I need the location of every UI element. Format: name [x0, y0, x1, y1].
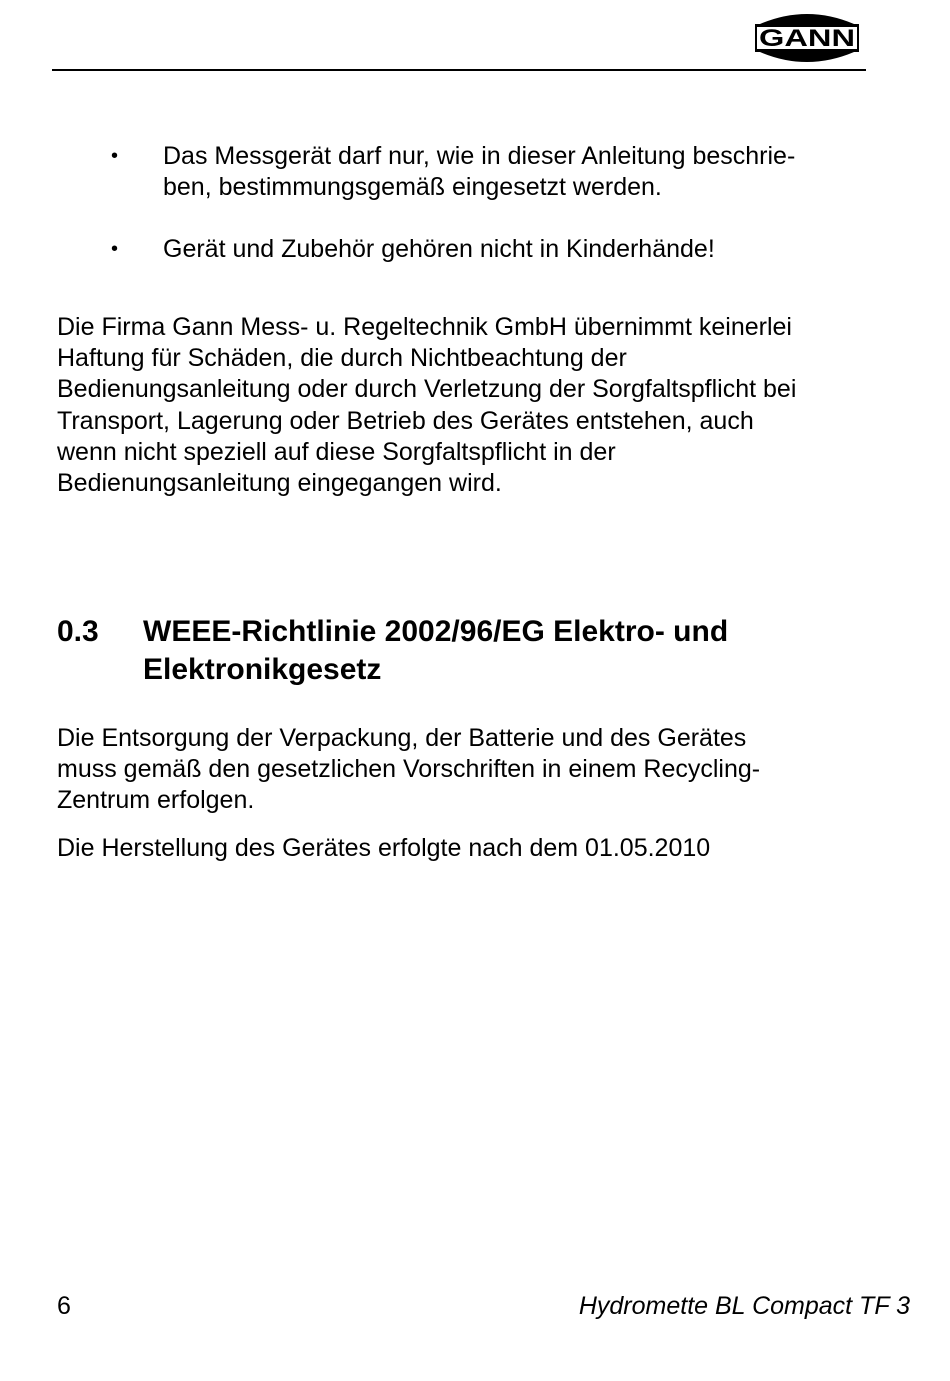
header-rule — [52, 69, 866, 71]
manufacture-date-paragraph: Die Herstellung des Gerätes erfolgte nach dem 01.05.2010 — [57, 834, 711, 862]
section-title: WEEE-Richtlinie 2002/96/EG Elektro- und Elektronikgesetz — [143, 615, 729, 686]
disposal-paragraph: Die Entsorgung der Verpackung, der Batterie und des Gerätes muss gemäß den gesetzlichen Vorschriften in einem Recycling- Zentrum erfolgen. — [57, 724, 761, 815]
bullet-icon: • — [111, 238, 119, 260]
bullet-text: Das Messgerät darf nur, wie in dieser Anleitung beschrie- ben, bestimmungsgemäß eingesetzt werden. — [163, 142, 796, 201]
gann-logo — [754, 10, 860, 66]
bullet-icon: • — [111, 145, 119, 167]
footer-product-title: Hydromette BL Compact TF 3 — [578, 1292, 910, 1320]
logo-top-arc — [760, 14, 854, 24]
logo-text: GANN — [759, 25, 855, 52]
logo-bottom-arc — [760, 52, 854, 62]
page-number: 6 — [57, 1292, 71, 1320]
section-number: 0.3 — [57, 615, 99, 648]
liability-paragraph: Die Firma Gann Mess- u. Regeltechnik GmbH übernimmt keinerlei Haftung für Schäden, die durch Nichtbeachtung der Bedienungsanleitung oder durch Verletzung der Sorgfaltspflicht bei Transport, Lagerung oder Betrieb des Gerätes entstehen, auch wenn nicht speziell auf diese Sorgfaltspflicht in der Bedienungsanleitung eingegangen wird. — [57, 313, 797, 498]
bullet-text: Gerät und Zubehör gehören nicht in Kinderhände! — [163, 235, 715, 263]
